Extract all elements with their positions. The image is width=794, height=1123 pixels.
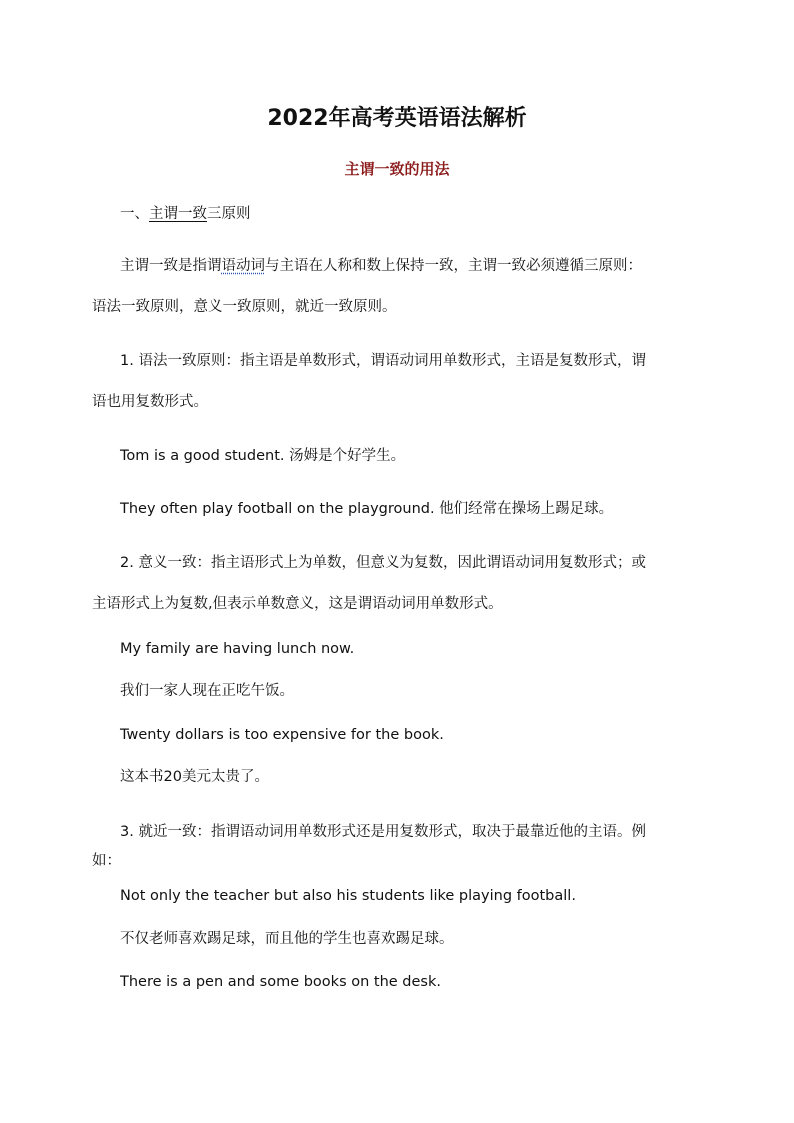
example-3-en: My family are having lunch now. bbox=[120, 641, 355, 657]
section-suffix: 三原则 bbox=[207, 206, 251, 222]
example-6-en: There is a pen and some books on the desk. bbox=[120, 974, 441, 990]
rule1-line-2: 语也用复数形式。 bbox=[92, 394, 208, 410]
rule3-line-2: 如： bbox=[92, 853, 121, 869]
example-4-en: Twenty dollars is too expensive for the book. bbox=[120, 727, 444, 743]
example-5-zh: 不仅老师喜欢踢足球，而且他的学生也喜欢踢足球。 bbox=[120, 931, 454, 947]
rule2-line-2: 主语形式上为复数,但表示单数意义，这是谓语动词用单数形式。 bbox=[92, 596, 503, 612]
rule1-line-1: 1. 语法一致原则：指主语是单数形式，谓语动词用单数形式，主语是复数形式，谓 bbox=[120, 353, 646, 369]
section-underlined: 主谓一致 bbox=[149, 206, 207, 222]
intro-line-2: 语法一致原则，意义一致原则，就近一致原则。 bbox=[92, 299, 397, 315]
example-2: They often play football on the playground. 他们经常在操场上踢足球。 bbox=[120, 501, 614, 517]
rule3-line-1: 3. 就近一致：指谓语动词用单数形式还是用复数形式，取决于最靠近他的主语。例 bbox=[120, 824, 646, 840]
page-title: 2022年高考英语语法解析 bbox=[267, 106, 527, 131]
section-prefix: 一、 bbox=[120, 206, 149, 222]
example-4-zh: 这本书20美元太贵了。 bbox=[120, 769, 269, 785]
rule2-line-1: 2. 意义一致：指主语形式上为单数，但意义为复数，因此谓语动词用复数形式；或 bbox=[120, 555, 646, 571]
section-heading bbox=[120, 204, 251, 224]
intro-text-b: 语动词 bbox=[221, 258, 265, 274]
example-5-en: Not only the teacher but also his students like playing football. bbox=[120, 888, 576, 904]
page-subtitle: 主谓一致的用法 bbox=[344, 160, 450, 178]
example-1: Tom is a good student. 汤姆是个好学生。 bbox=[120, 448, 406, 464]
intro-text-a: 主谓一致是指谓 bbox=[120, 258, 222, 274]
intro-line-1 bbox=[120, 256, 642, 276]
intro-text-c: 与主语在人称和数上保持一致，主谓一致必须遵循三原则： bbox=[265, 258, 642, 274]
example-3-zh: 我们一家人现在正吃午饭。 bbox=[120, 683, 294, 699]
